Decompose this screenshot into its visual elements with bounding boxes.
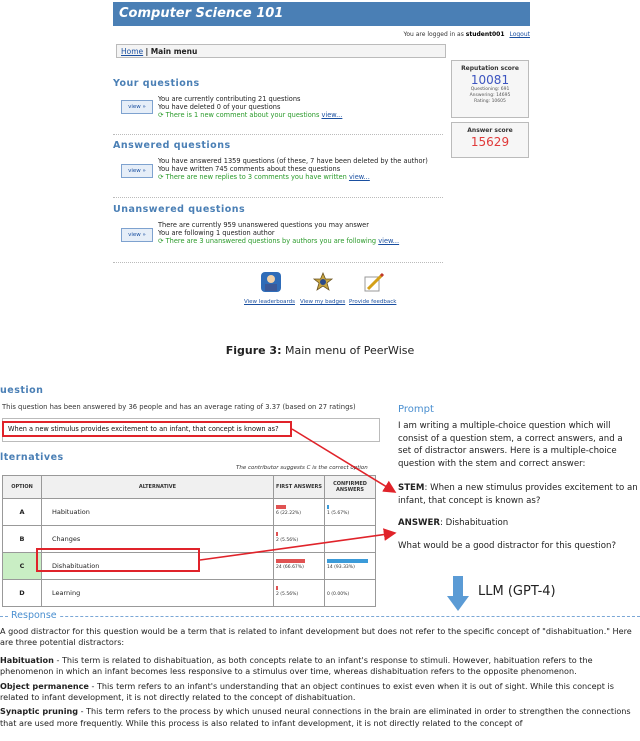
- view-link[interactable]: view...: [378, 237, 400, 245]
- section-line: You have deleted 0 of your questions: [158, 103, 281, 111]
- alternative-text: Habituation: [42, 499, 274, 526]
- prompt-answer: [398, 517, 638, 530]
- column-header: FIRST ANSWERS: [274, 476, 325, 499]
- response-item: [0, 706, 640, 729]
- response-term-text: - This term is related to dishabituation, as both concepts relate to an infant's response to stimuli. However, habituation refers to the phenomenon in which an infant becomes less responsive to a stimulus over time, whereas dishabituation refers to the opposite phenomenon.: [0, 654, 593, 677]
- first-answers-label: 2 (5.56%): [276, 592, 299, 597]
- section-line: There are currently 959 unanswered questions you may answer: [158, 221, 369, 229]
- refresh-icon: ⟳: [158, 111, 164, 119]
- rating-score: Rating: 10605: [474, 99, 506, 104]
- view-button[interactable]: view »: [121, 100, 153, 114]
- response-heading: Response: [8, 610, 60, 621]
- alternative-text: Learning: [42, 580, 274, 607]
- confirmed-answers-label: 14 (93.33%): [327, 565, 355, 570]
- view-button[interactable]: view »: [121, 228, 153, 242]
- alternative-text: Changes: [42, 526, 274, 553]
- answer-score-label: Answer score: [467, 127, 513, 134]
- stem-arrow: [292, 429, 395, 492]
- option-letter: B: [3, 526, 42, 553]
- prompt-question: What would be a good distractor for this question?: [398, 540, 617, 551]
- option-letter: A: [3, 499, 42, 526]
- section-line: You have answered 1359 questions (of these, 7 have been deleted by the author): [158, 157, 428, 165]
- response-term: Synaptic pruning: [0, 706, 79, 717]
- reputation-value: 10081: [470, 73, 510, 87]
- breadcrumb-sep: |: [145, 47, 149, 56]
- questioning-score: Questioning: 691: [470, 87, 510, 92]
- section-heading: Your questions: [113, 78, 200, 89]
- prompt-text: [398, 420, 638, 552]
- prompt-intro: I am writing a multiple-choice question which will consist of a question stem, a correct answers, and a set of distractor answers. Here is a multiple-choice question with the stem and correct answer:: [398, 421, 623, 469]
- view-my-badges-link[interactable]: View my badges: [300, 299, 346, 305]
- section-heading: Answered questions: [113, 140, 231, 151]
- view-link[interactable]: view...: [348, 173, 370, 181]
- option-letter: D: [3, 580, 42, 607]
- section-line: You are currently contributing 21 questions: [158, 95, 301, 103]
- first-answers-label: 24 (66.67%): [276, 565, 304, 570]
- response-item: [0, 681, 640, 704]
- figure-caption-text: Main menu of PeerWise: [284, 344, 415, 357]
- breadcrumb-home[interactable]: Home: [121, 47, 144, 56]
- section-line: You have written 745 comments about these questions: [158, 165, 341, 173]
- section-alert-text: There is 1 new comment about your questions: [165, 111, 320, 119]
- llm-label: LLM (GPT-4): [478, 584, 556, 599]
- answer-text: : Dishabituation: [440, 518, 509, 528]
- answer-label: ANSWER: [398, 518, 440, 528]
- course-title: Computer Science 101: [113, 2, 530, 26]
- alternative-text: Dishabituation: [42, 553, 274, 580]
- refresh-icon: ⟳: [158, 237, 164, 245]
- logout-link[interactable]: Logout: [509, 31, 530, 38]
- response-term-text: - This term refers to an infant's understanding that an object continues to exist even when it is out of sight. While this concept is related to infant development, it is not directly related to the concept of dishabituation.: [0, 680, 614, 703]
- confirmed-answers-label: 1 (5.67%): [327, 511, 350, 516]
- stem-label: STEM: [398, 483, 425, 493]
- view-link[interactable]: view...: [321, 111, 343, 119]
- column-header: OPTION: [3, 476, 42, 499]
- answer-score-value: 15629: [470, 135, 510, 149]
- down-arrow-icon: [447, 576, 469, 612]
- column-header: ALTERNATIVE: [42, 476, 274, 499]
- prompt-stem: [398, 482, 638, 507]
- contributor-note: The contributor suggests C is the correct option: [236, 465, 368, 471]
- provide-feedback-link[interactable]: Provide feedback: [349, 299, 397, 305]
- response-item: [0, 655, 640, 678]
- first-answers-label: 6 (22.22%): [276, 511, 301, 516]
- question-stem: When a new stimulus provides excitement to an infant, that concept is known as?: [2, 421, 292, 437]
- login-user: student001: [465, 31, 505, 38]
- section-alert-text: There are 3 unanswered questions by authors you are following: [165, 237, 377, 245]
- question-heading: uestion: [0, 385, 44, 396]
- response-divider: [0, 616, 640, 617]
- view-leaderboards-link[interactable]: View leaderboards: [244, 299, 295, 305]
- question-meta: This question has been answered by 36 people and has an average rating of 3.37 (based on 27 ratings): [2, 403, 356, 411]
- response-term: Object permanence: [0, 680, 89, 691]
- response-term: Habituation: [0, 654, 54, 665]
- section-line: You are following 1 question author: [158, 229, 275, 237]
- column-header: CONFIRMED ANSWERS: [325, 476, 376, 499]
- section-alert-text: There are new replies to 3 comments you have written: [165, 173, 347, 181]
- response-text: [0, 626, 640, 732]
- login-prefix: You are logged in as: [403, 31, 464, 38]
- response-intro: A good distractor for this question would be a term that is related to infant development but does not refer to the specific concept of "dishabituation." Here are three potential distractors:: [0, 626, 632, 648]
- refresh-icon: ⟳: [158, 173, 164, 181]
- answering-score: Answering: 14695: [469, 93, 511, 98]
- section-heading: Unanswered questions: [113, 204, 246, 215]
- alternatives-heading: lternatives: [0, 452, 64, 463]
- breadcrumb-current: Main menu: [150, 47, 198, 56]
- answer-arrow: [200, 533, 395, 560]
- prompt-heading: Prompt: [398, 404, 434, 415]
- first-answers-label: 2 (5.56%): [276, 538, 299, 543]
- view-button[interactable]: view »: [121, 164, 153, 178]
- confirmed-answers-label: 0 (0.00%): [327, 592, 350, 597]
- figure-label: Figure 3:: [225, 344, 282, 357]
- response-term-text: - This term refers to the process by which unused neural connections in the brain are eliminated in order to strengthen the connections that are used more frequently. While this process is also related to infant development, it is not directly related to the concept of: [0, 706, 631, 728]
- stem-text: : When a new stimulus provides excitement to an infant, that concept is known as?: [398, 483, 638, 506]
- reputation-label: Reputation score: [461, 65, 519, 72]
- option-letter: C: [3, 553, 42, 580]
